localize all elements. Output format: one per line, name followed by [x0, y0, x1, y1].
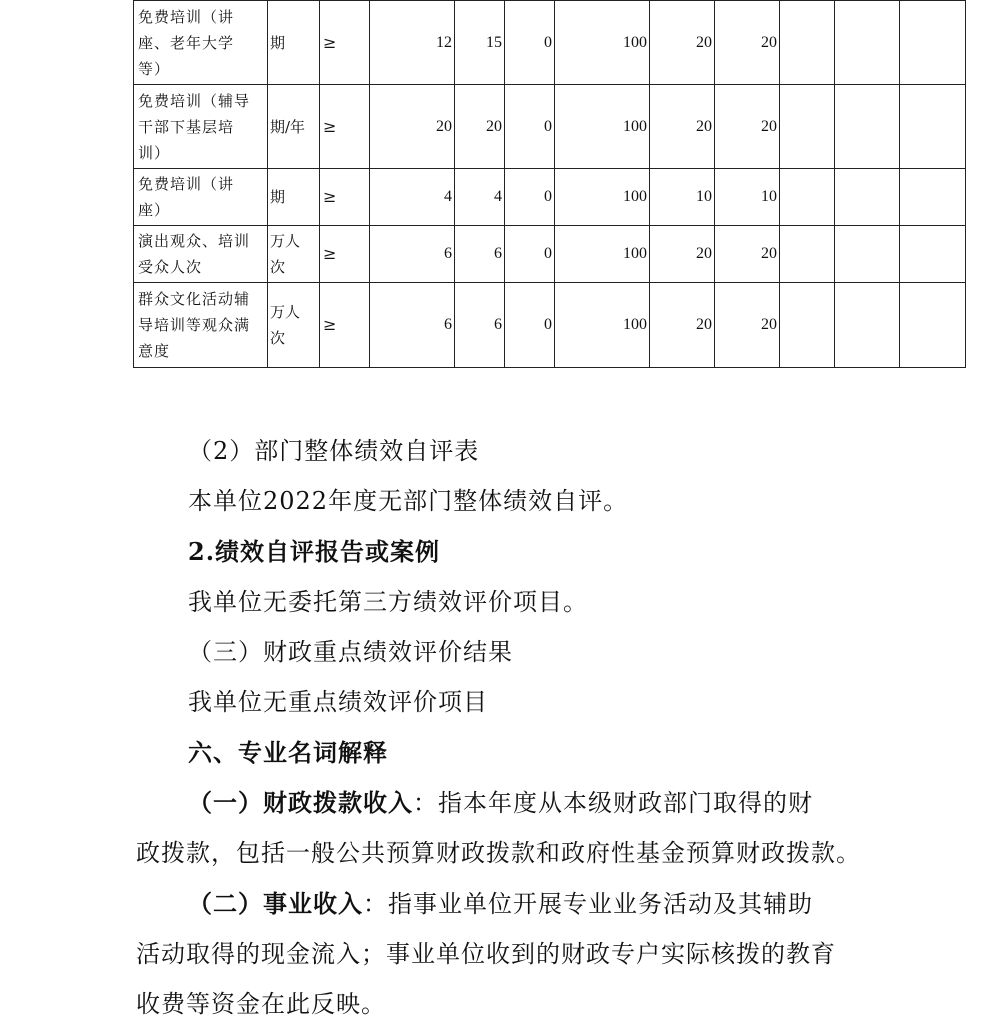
- empty-cell: [835, 226, 900, 283]
- indicator-name-line: 演出观众、培训: [138, 232, 251, 250]
- table-row: [134, 85, 966, 169]
- empty-cell: [835, 1, 900, 85]
- empty-cell: [780, 169, 835, 226]
- indicator-name-line: 免费培训（辅导: [138, 91, 251, 110]
- value-cell-v2: 20: [455, 85, 505, 169]
- value-cell-v3: 0: [505, 226, 555, 283]
- term-fiscal-appropriation-cont: 政拨款，包括一般公共预算财政拨款和政府性基金预算财政拨款。: [136, 839, 861, 867]
- value-cell-v6: 20: [715, 85, 780, 169]
- indicator-name-line: 训）: [138, 143, 171, 162]
- value-cell-v5: 20: [650, 283, 715, 368]
- value-cell-v4: 100: [555, 1, 650, 85]
- value-cell-v2: 4: [455, 169, 505, 226]
- performance-table: [133, 0, 966, 368]
- indicator-name-line: 干部下基层培: [138, 117, 235, 136]
- indicator-name-line: 免费培训（讲: [138, 7, 235, 26]
- unit-line: 次: [270, 258, 286, 276]
- indicator-name-cell: [134, 283, 268, 368]
- paragraph-no-third-party: 我单位无委托第三方绩效评价项目。: [188, 588, 588, 616]
- term-label: （一）财政拨款收入: [188, 788, 413, 817]
- value-cell-v4: 100: [555, 283, 650, 368]
- value-cell-v2: 15: [455, 1, 505, 85]
- unit-line: 次: [270, 329, 286, 347]
- table-row: [134, 1, 966, 85]
- unit-cell: [268, 169, 320, 226]
- term-business-income: [188, 889, 813, 919]
- indicator-name-cell: [134, 85, 268, 169]
- indicator-name-line: 导培训等观众满: [138, 316, 251, 334]
- heading-glossary: 六、专业名词解释: [188, 738, 388, 767]
- paragraph-no-key-eval: 我单位无重点绩效评价项目: [188, 688, 488, 716]
- value-cell-v1: 4: [370, 169, 455, 226]
- unit-line: 万人: [270, 303, 301, 321]
- value-cell-v4: 100: [555, 169, 650, 226]
- unit-cell: [268, 85, 320, 169]
- value-cell-v4: 100: [555, 85, 650, 169]
- value-cell-v1: 6: [370, 226, 455, 283]
- indicator-name-cell: [134, 226, 268, 283]
- value-cell-v1: 6: [370, 283, 455, 368]
- value-cell-v5: 10: [650, 169, 715, 226]
- section-subtitle-3: （三）财政重点绩效评价结果: [188, 638, 513, 666]
- section-subtitle-2: （2）部门整体绩效自评表: [188, 437, 480, 465]
- unit-line: 期: [270, 188, 286, 206]
- empty-cell: [900, 283, 966, 368]
- term-definition: ：指事业单位开展专业业务活动及其辅助: [363, 890, 813, 918]
- operator-cell: ≥: [320, 226, 370, 283]
- indicator-name-line: 座）: [138, 201, 171, 219]
- value-cell-v1: 12: [370, 1, 455, 85]
- indicator-name-line: 意度: [138, 342, 171, 360]
- empty-cell: [835, 283, 900, 368]
- indicator-name-line: 座、老年大学: [138, 33, 235, 52]
- empty-cell: [835, 85, 900, 169]
- table-row: [134, 283, 966, 368]
- term-label: （二）事业收入: [188, 889, 363, 918]
- empty-cell: [780, 283, 835, 368]
- empty-cell: [780, 226, 835, 283]
- value-cell-v2: 6: [455, 226, 505, 283]
- heading-self-eval-report: 2.绩效自评报告或案例: [188, 537, 441, 566]
- indicator-name-line: 受众人次: [138, 258, 203, 276]
- term-business-income-cont-1: 活动取得的现金流入；事业单位收到的财政专户实际核拨的教育: [136, 940, 836, 968]
- indicator-name-cell: [134, 169, 268, 226]
- value-cell-v6: 10: [715, 169, 780, 226]
- unit-cell: [268, 1, 320, 85]
- value-cell-v3: 0: [505, 85, 555, 169]
- value-cell-v1: 20: [370, 85, 455, 169]
- term-fiscal-appropriation: [188, 788, 813, 818]
- empty-cell: [780, 1, 835, 85]
- empty-cell: [900, 1, 966, 85]
- paragraph-no-self-eval: 本单位2022年度无部门整体绩效自评。: [188, 487, 629, 515]
- empty-cell: [900, 85, 966, 169]
- value-cell-v6: 20: [715, 226, 780, 283]
- unit-line: 万人: [270, 232, 301, 250]
- empty-cell: [780, 85, 835, 169]
- indicator-name-cell: [134, 1, 268, 85]
- value-cell-v4: 100: [555, 226, 650, 283]
- indicator-name-line: 群众文化活动辅: [138, 290, 251, 308]
- value-cell-v3: 0: [505, 169, 555, 226]
- indicator-name-line: 免费培训（讲: [138, 175, 235, 193]
- empty-cell: [900, 226, 966, 283]
- value-cell-v2: 6: [455, 283, 505, 368]
- unit-line: 期: [270, 33, 286, 52]
- value-cell-v5: 20: [650, 226, 715, 283]
- value-cell-v3: 0: [505, 283, 555, 368]
- term-definition: ：指本年度从本级财政部门取得的财: [413, 789, 813, 817]
- unit-cell: [268, 283, 320, 368]
- operator-cell: ≥: [320, 283, 370, 368]
- table-row: [134, 226, 966, 283]
- value-cell-v5: 20: [650, 85, 715, 169]
- empty-cell: [835, 169, 900, 226]
- unit-line: 期/年: [270, 117, 306, 136]
- value-cell-v6: 20: [715, 1, 780, 85]
- unit-cell: [268, 226, 320, 283]
- empty-cell: [900, 169, 966, 226]
- operator-cell: ≥: [320, 1, 370, 85]
- operator-cell: ≥: [320, 85, 370, 169]
- indicator-name-line: 等）: [138, 59, 171, 78]
- term-business-income-cont-2: 收费等资金在此反映。: [136, 990, 386, 1018]
- operator-cell: ≥: [320, 169, 370, 226]
- value-cell-v5: 20: [650, 1, 715, 85]
- value-cell-v6: 20: [715, 283, 780, 368]
- value-cell-v3: 0: [505, 1, 555, 85]
- table-row: [134, 169, 966, 226]
